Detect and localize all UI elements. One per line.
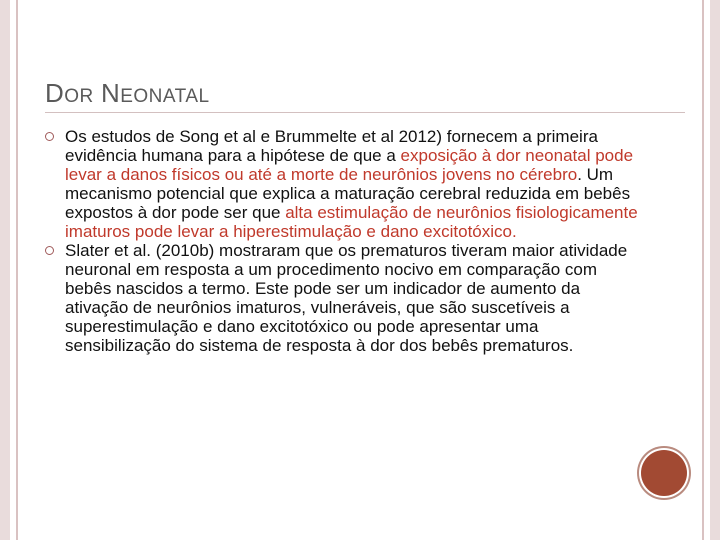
bullet-text: . Um mecanismo potencial que explica a maturação cerebral reduzida em bebês expostos à dor pode ser que: [65, 165, 631, 222]
title-word-1: OR: [64, 86, 94, 107]
bullet-item: [45, 241, 645, 355]
bullet-list: [45, 127, 645, 355]
frame-left-border: [0, 0, 10, 540]
bullet-circle-icon: [45, 132, 54, 141]
frame-left-line: [16, 0, 18, 540]
frame-right-border: [710, 0, 720, 540]
bullet-text: Os estudos de Song et al e Brummelte et al 2012) fornecem a primeira evidência humana para a hipótese de que a: [65, 127, 598, 165]
bullet-item: [45, 127, 645, 241]
title-word-2: EONATAL: [120, 86, 210, 107]
decorative-circle: [641, 450, 687, 496]
title-divider: [45, 112, 685, 113]
title-initial-1: D: [45, 78, 65, 108]
bullet-text: Slater et al. (2010b) mostraram que os prematuros tiveram maior atividade neuronal em resposta a um procedimento nocivo em comparação com bebês nascidos a termo. Este pode ser um indicador de aumento da ativação de neurônios imaturos, vulneráveis, que são suscetíveis a superestimulação e dano excitotóxico ou pode apresentar uma sensibilização do sistema de resposta à dor dos bebês prematuros.: [65, 241, 628, 355]
bullet-circle-icon: [45, 246, 54, 255]
title-initial-2: N: [100, 78, 121, 108]
bullet-highlight: exposição à dor neonatal pode levar a danos físicos ou até a morte de neurônios jovens no cérebro: [65, 146, 634, 184]
frame-right-line: [702, 0, 704, 540]
slide-title: [45, 78, 210, 109]
bullet-highlight: alta estimulação de neurônios fisiologicamente imaturos pode levar a hiperestimulação e dano excitotóxico.: [65, 203, 638, 241]
